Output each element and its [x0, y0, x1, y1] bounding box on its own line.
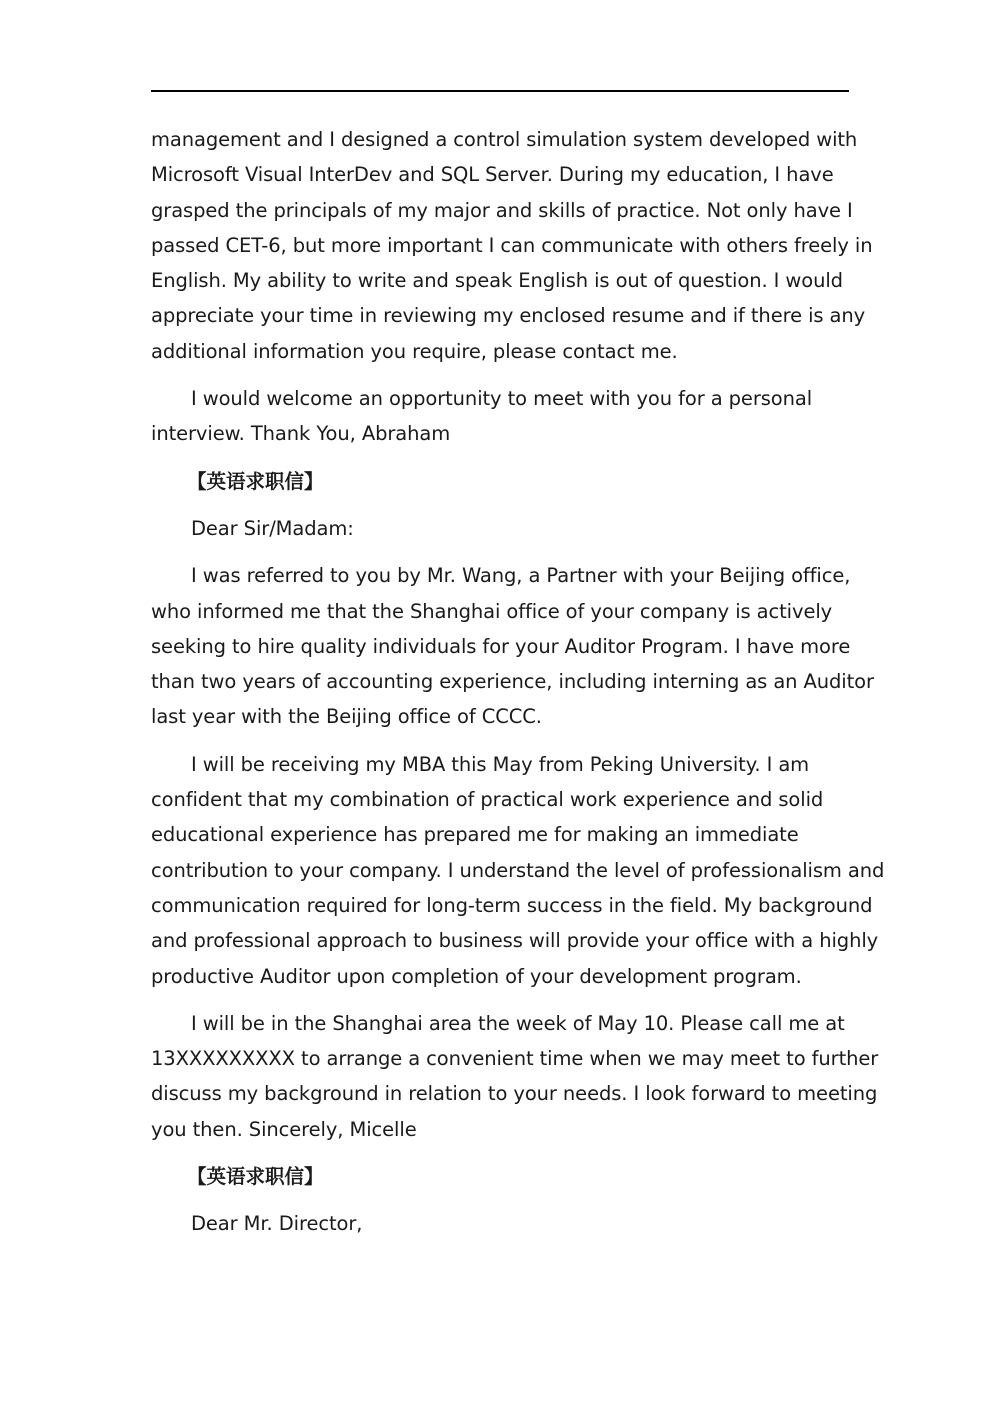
- text-line: passed CET-6, but more important I can communicate with others freely in: [151, 233, 873, 257]
- text-line: management and I designed a control simulation system developed with: [151, 128, 858, 151]
- text-line: I would welcome an opportunity to meet with you for a personal: [191, 387, 813, 411]
- text-line: appreciate your time in reviewing my enclosed resume and if there is any: [151, 304, 866, 328]
- paragraph-continuation: [151, 122, 873, 369]
- text-line: educational experience has prepared me for making an immediate: [151, 823, 799, 847]
- text-line: and professional approach to business will provide your office with a highly: [151, 929, 879, 953]
- paragraph-closing-abraham: [151, 381, 841, 452]
- header-rule: [151, 90, 849, 92]
- section-heading: 【英语求职信】: [187, 1165, 324, 1189]
- text-line: Dear Sir/Madam:: [191, 516, 354, 540]
- text-line: last year with the Beijing office of CCCC.: [151, 705, 542, 729]
- text-line: than two years of accounting experience, including interning as an Auditor: [151, 670, 874, 694]
- paragraph-mba: [151, 747, 885, 994]
- text-line: I will be in the Shanghai area the week of May 10. Please call me at: [191, 1011, 845, 1035]
- text-line: grasped the principals of my major and skills of practice. Not only have I: [151, 198, 853, 222]
- paragraph-referral: [151, 558, 874, 734]
- text-line: productive Auditor upon completion of your development program.: [151, 964, 802, 988]
- section-heading: 【英语求职信】: [187, 469, 324, 493]
- text-line: who informed me that the Shanghai office of your company is actively: [151, 599, 833, 623]
- text-line: confident that my combination of practical work experience and solid: [151, 788, 824, 812]
- text-line: communication required for long-term success in the field. My background: [151, 893, 873, 917]
- text-line: Dear Mr. Director,: [191, 1212, 363, 1236]
- text-line: English. My ability to write and speak English is out of question. I would: [151, 269, 843, 293]
- text-line: I will be receiving my MBA this May from Peking University. I am: [191, 752, 810, 776]
- text-line: Microsoft Visual InterDev and SQL Server. During my education, I have: [151, 163, 834, 187]
- document-body: [151, 122, 885, 1254]
- text-line: contribution to your company. I understand the level of professionalism and: [151, 858, 885, 882]
- text-line: 13XXXXXXXXX to arrange a convenient time when we may meet to further: [151, 1047, 879, 1071]
- text-line: interview. Thank You, Abraham: [151, 422, 451, 446]
- text-line: additional information you require, please contact me.: [151, 339, 678, 363]
- salutation: [151, 1206, 841, 1241]
- paragraph-closing-micelle: [151, 1006, 879, 1147]
- text-line: you then. Sincerely, Micelle: [151, 1117, 417, 1141]
- text-line: I was referred to you by Mr. Wang, a Partner with your Beijing office,: [191, 564, 851, 588]
- text-line: seeking to hire quality individuals for your Auditor Program. I have more: [151, 634, 851, 658]
- text-line: discuss my background in relation to your needs. I look forward to meeting: [151, 1082, 878, 1106]
- salutation: [151, 511, 841, 546]
